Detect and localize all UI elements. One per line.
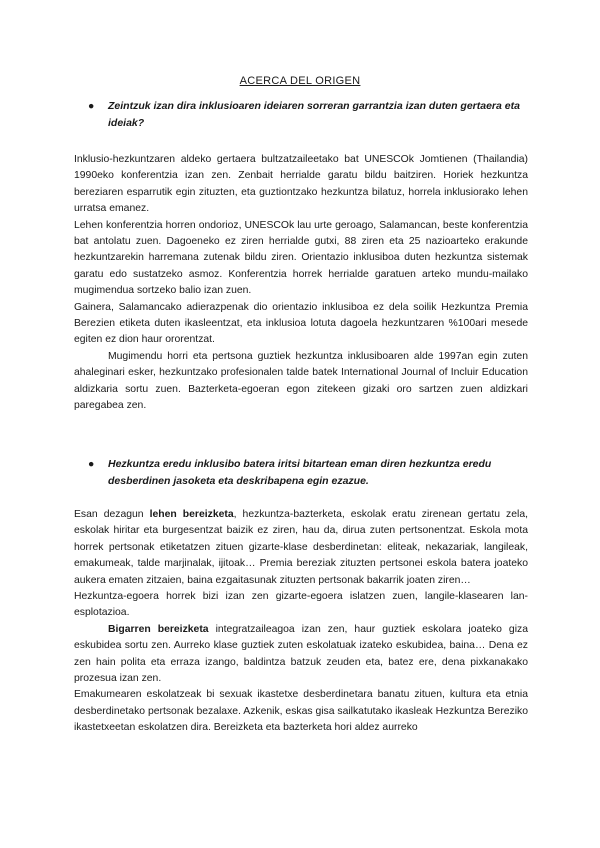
paragraph: Lehen konferentzia horren ondorioz, UNESCOk lau urte geroago, Salamancan, beste konferentzia bat antolatu zuen. Dagoeneko ez ziren herrialde gutxi, 88 ziren eta 25 nazioarteko erakunde hezkuntzarekin harremana zutenak bildu ziren. Orientazio inklusiboa duten hezkuntza sistemak garatu edo sustatzeko asmoz. Konferentzia horrek herrialde garatuen arteko mundu-mailako mugimendua sortzeko balio izan zuen. xyxy=(74,219,528,297)
page-title: ACERCA DEL ORIGEN xyxy=(239,75,361,87)
paragraph: Esan dezagun lehen bereizketa, hezkuntza-bazterketa, eskolak eratu zirenean gertatu zela, eskolak hiritar eta burgesentzat baizik ez ziren, hau da, dirua zuten pertsonentzat. Eskola mota horrek pertsonak etiketatzen zituen gizarte-klase desberdinetan: eliteak, nekazariak, langileak, emakumeak, talde marjinalak, ijitoak… Premia bereziak zituzten pertsonei eskola batera joateko aukera ematen zitzaien, baina ezgaitasunak zituzten pertsonak bakarrik joaten ziren… xyxy=(74,509,528,586)
paragraph: Inklusio-hezkuntzaren aldeko gertaera bultzatzaileetako bat UNESCOk Jomtienen (Thailandia) 1990eko konferentzia izan zen. Zenbait herrialde garatu bildu baitziren. Horiek hezkuntza bereziaren esparrutik egin zituzten, eta guztiontzako hezkuntza bilatuz, horrela inklusiorako lehen urratsa emanez. xyxy=(74,154,528,215)
question-2-text: Hezkuntza eredu inklusibo batera iritsi bitartean eman diren hezkuntza eredu desberdinen jasoketa eta deskribapena egin ezazue. xyxy=(108,458,492,487)
question-1 xyxy=(88,98,528,132)
bold-term: lehen bereizketa xyxy=(149,509,234,520)
question-1-text: Zeintzuk izan dira inklusioaren ideiaren sorreran garrantzia izan duten gertaera eta ideiak? xyxy=(108,100,520,129)
paragraph: Gainera, Salamancako adierazpenak dio orientazio inklusiboa ez dela soilik Hezkuntza Premia Berezien etiketa duten ikasleentzat, eta inklusioa lotuta dagoela hezkuntzaren %100ari mesede egiten ez dion haur ororentzat. xyxy=(74,301,528,346)
paragraph: Hezkuntza-egoera horrek bizi izan zen gizarte-egoera islatzen zuen, langile-klasearen lan-esplotazioa. xyxy=(74,591,528,619)
question-2 xyxy=(88,456,528,490)
paragraph: Emakumearen eskolatzeak bi sexuak ikastetxe desberdinetara banatu zituen, kultura eta etnia desberdinetako pertsonak bezalaxe. Azkenik, eskas gisa sailkatutako ikasleak Hezkuntza Bereziko ikastetxeetan eskolatzen dira. Bereizketa eta bazterketa hori aldez aurreko xyxy=(74,689,528,734)
bullet-icon: ● xyxy=(88,458,95,470)
bold-term: Bigarren bereizketa xyxy=(108,623,209,635)
section-2-body xyxy=(74,507,528,737)
section-1-body xyxy=(74,152,528,415)
paragraph: Mugimendu horri eta pertsona guztiek hezkuntza inklusiboaren alde 1997an egin zuten ahaleginari esker, hezkuntzako profesionalen talde batek International Journal of Incluir Education aldizkaria sortu zuen. Bazterketa-egoeran egon zitekeen gizaki oro sartzen zuen aldizkari paregabea zen. xyxy=(74,350,528,412)
bullet-icon: ● xyxy=(88,100,95,112)
paragraph: Bigarren bereizketa integratzaileagoa izan zen, haur guztiek eskolara joateko giza eskubidea sortu zen. Aurreko klase guztiek zuten eskolatuak izateko eskubidea, baina… Dena ez zen hain polita eta erraza izango, baldintza batzuk zeuden eta, batez ere, dena pixkanakako prozesua izan zen. xyxy=(74,623,528,685)
